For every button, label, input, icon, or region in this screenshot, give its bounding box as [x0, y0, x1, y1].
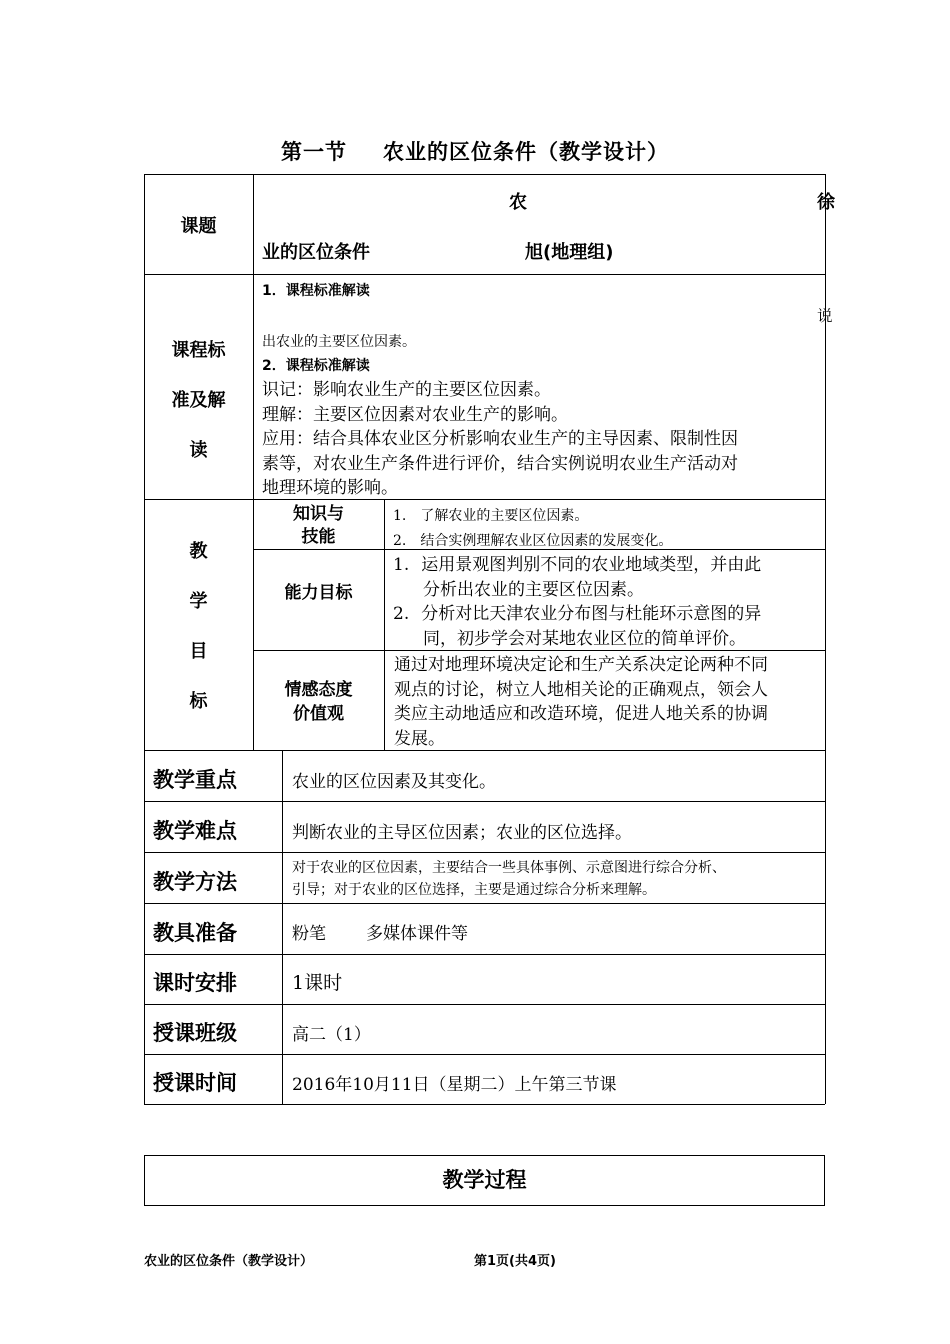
- focus-value: 农业的区位因素及其变化。: [292, 772, 496, 792]
- topic-label: 课题: [180, 216, 217, 237]
- time-label: 授课时间: [153, 1071, 237, 1095]
- standards-understand: 理解：主要区位因素对农业生产的影响。: [262, 404, 568, 425]
- class-label: 授课班级: [153, 1021, 237, 1045]
- topic-value: 业的区位条件: [262, 242, 370, 263]
- author-value: 旭(地理组): [525, 242, 614, 263]
- topic-value-first-char: 农: [509, 192, 527, 213]
- emotion-text: 通过对地理环境决定论和生产关系决定论两种不同 观点的讨论，树立人地相关论的正确观点，领会人 类应主动地适应和改造环境，促进人地关系的协调 发展。: [394, 655, 768, 749]
- difficulty-label: 教学难点: [153, 819, 237, 843]
- emotion-label: 情感态度 价值观: [284, 680, 353, 724]
- ability-label: 能力目标: [284, 583, 353, 603]
- tools-value: [292, 919, 468, 944]
- hours-label: 课时安排: [153, 971, 237, 995]
- standards-apply-2: 素等，对农业生产条件进行评价，结合实例说明农业生产活动对: [262, 453, 738, 474]
- method-value: 对于农业的区位因素，主要结合一些具体事例、示意图进行综合分析、 引导；对于农业的区位选择，主要是通过综合分析来理解。: [292, 860, 726, 898]
- process-box: [144, 1155, 825, 1206]
- title-section: 第一节: [281, 140, 347, 164]
- standards-apply-3: 地理环境的影响。: [262, 478, 398, 498]
- standards-line-1: 出农业的主要区位因素。: [262, 334, 416, 350]
- hours-value: 1课时: [292, 972, 343, 994]
- method-label: 教学方法: [153, 870, 237, 894]
- ability-item-2: 2. 分析对比天津农业分布图与杜能环示意图的异 同，初步学会对某地农业区位的简单评价。: [393, 604, 762, 649]
- standards-recall: 识记：影响农业生产的主要区位因素。: [262, 380, 551, 400]
- footer-page-number: 第1页(共4页): [474, 1254, 556, 1269]
- standards-interpretation: [262, 378, 738, 501]
- standards-apply-1: 应用：结合具体农业区分析影响农业生产的主导因素、限制性因: [262, 429, 738, 449]
- tools-item-multimedia: 多媒体课件等: [366, 924, 468, 944]
- author-first-char: 徐: [817, 192, 835, 213]
- standards-label: 课程标 准及解 读: [171, 340, 226, 461]
- process-label: 教学过程: [442, 1168, 527, 1192]
- knowledge-item-2: 2. 结合实例理解农业区位因素的发展变化。: [393, 533, 673, 549]
- class-value: 高二（1）: [292, 1025, 371, 1045]
- standards-heading-2: 2．课程标准解读: [262, 358, 370, 374]
- standards-heading-1: 1．课程标准解读: [262, 283, 370, 299]
- difficulty-value: 判断农业的主导区位因素；农业的区位选择。: [292, 823, 632, 843]
- tools-label: 教具准备: [153, 921, 237, 945]
- knowledge-label: 知识与 技能: [293, 504, 344, 547]
- focus-label: 教学重点: [153, 768, 237, 792]
- footer-title: 农业的区位条件（教学设计）: [144, 1254, 314, 1269]
- ability-item-1: 1. 运用景观图判别不同的农业地域类型，并由此 分析出农业的主要区位因素。: [393, 555, 762, 600]
- document-title: [0, 136, 950, 166]
- knowledge-item-1: 1. 了解农业的主要区位因素。: [393, 508, 589, 524]
- goals-label: 教 学 目 标: [189, 541, 208, 712]
- tools-item-chalk: 粉笔: [292, 924, 326, 944]
- title-text: 农业的区位条件（教学设计）: [383, 140, 669, 164]
- time-value: 2016年10月11日（星期二）上午第三节课: [292, 1075, 617, 1095]
- standards-shuo: 说: [817, 307, 833, 325]
